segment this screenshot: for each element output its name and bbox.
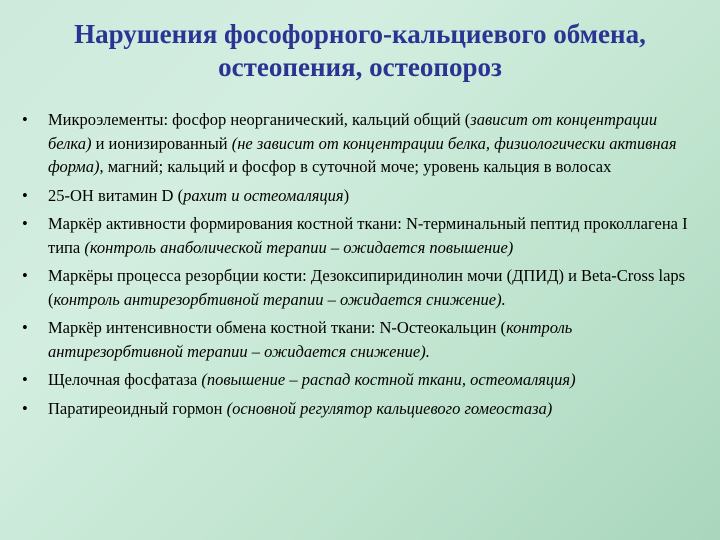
slide-title <box>0 18 720 84</box>
bullet-item-microelements <box>22 108 702 179</box>
bullet-text: Микроэлементы: фосфор неорганический, кальций общий ( <box>48 110 471 129</box>
bullet-text: Маркёр интенсивности обмена костной ткани: N-Остеокальцин ( <box>48 318 507 337</box>
bullet-italic: контроль антирезорбтивной терапии – ожидается снижение). <box>53 289 506 309</box>
bullet-italic: рахит и остеомаляция <box>183 185 344 205</box>
bullet-text: Маркёры процесса резорбции кости: Дезоксипиридинолин мочи (ДПИД) и Beta-Cross laps ( <box>48 266 686 309</box>
bullet-icon: • <box>22 214 28 233</box>
bullet-icon: • <box>22 110 28 129</box>
bullet-icon: • <box>22 398 28 418</box>
bullet-italic: контроль антирезорбтивной терапии – ожидается снижение). <box>48 318 573 361</box>
bullet-text: ) <box>343 185 350 205</box>
bullet-item-parathyroid-hormone <box>22 397 702 421</box>
bullet-icon: • <box>22 266 28 285</box>
bullet-icon: • <box>22 185 28 205</box>
bullet-text: Паратиреоидный гормон <box>48 398 227 418</box>
bullet-icon: • <box>22 370 28 389</box>
bullet-item-resorption-markers <box>22 264 702 311</box>
bullet-italic: зависит от концентрации белка) <box>48 110 658 153</box>
bullet-item-vitamin-d <box>22 184 702 208</box>
bullet-icon: • <box>22 318 28 337</box>
bullet-italic: (повышение – распад костной ткани, остеомаляция) <box>201 370 576 389</box>
bullet-text: Маркёр активности формирования костной ткани: N-терминальный пептид проколлагена I типа <box>48 214 688 257</box>
bullet-text: 25-OH витамин D ( <box>48 185 184 205</box>
bullet-text: и ионизированный <box>91 133 232 153</box>
bullet-item-formation-marker <box>22 212 702 259</box>
bullet-italic: (основной регулятор кальциевого гомеостаза) <box>226 398 553 418</box>
bullet-italic: (контроль анаболической терапии – ожидается повышение) <box>84 237 514 257</box>
bullet-text: Щелочная фосфатаза <box>48 370 202 389</box>
bullet-text: , магний; кальций и фосфор в суточной моче; уровень кальция в волосах <box>99 157 612 176</box>
slide-title-line-1: Нарушения фософорного-кальциевого обмена, <box>74 19 646 49</box>
bullet-italic: (не зависит от концентрации белка, физиологически активная форма) <box>48 133 677 176</box>
bullet-item-alkaline-phosphatase <box>22 368 702 392</box>
bullet-item-osteocalcin <box>22 316 702 363</box>
slide-title-line-2: остеопения, остеопороз <box>218 52 502 82</box>
bullet-list <box>22 108 702 425</box>
